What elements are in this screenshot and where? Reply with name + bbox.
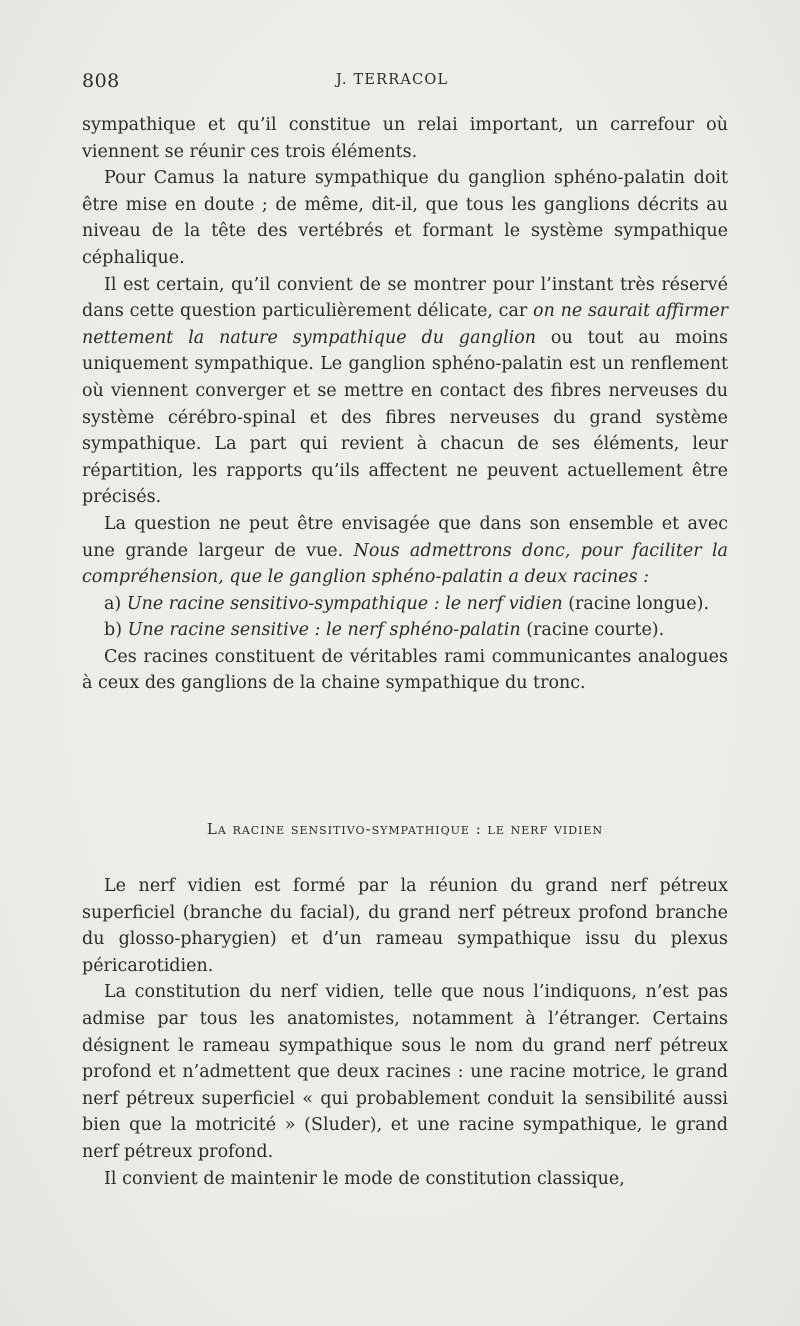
paragraph	[82, 272, 728, 511]
list-item	[82, 617, 728, 644]
body-text-2	[82, 873, 728, 1192]
section-title: La racine sensitivo-sympathique : le nerf vidien	[206, 820, 604, 838]
emphasis-text: Nous admettrons donc, pour faciliter la compréhension, que le ganglion sphéno-palatin a deux racines :	[82, 540, 728, 588]
paragraph: Il convient de maintenir le mode de constitution classique,	[104, 1168, 625, 1189]
paragraph-text: (racine longue).	[562, 593, 710, 614]
paragraph-text: La question ne peut être envisagée que dans son ensemble et avec une grande largeur de vue.	[82, 513, 728, 561]
paragraph: La constitution du nerf vidien, telle que nous l’indiquons, n’est pas admise par tous les anatomistes, notamment à l’étranger. Certains désignent le rameau sympathique sous le nom du grand nerf pétreux profond et n’admettent que deux racines : une racine motrice, le grand nerf pétreux superficiel « qui probablement conduit la sensibilité aussi bien que la motricité » (Sluder), et une racine sympathique, le grand nerf pétreux profond.	[82, 982, 728, 1162]
running-head: J. TERRACOL	[336, 72, 449, 88]
paragraph-text: Il est certain, qu’il convient de se montrer pour l’instant très réservé dans cette question particulièrement délicate, car	[82, 274, 728, 322]
paragraph: sympathique et qu’il constitue un relai important, un carrefour où viennent se réunir ces trois éléments.	[82, 115, 728, 162]
body-text	[82, 112, 728, 697]
list-label: a)	[104, 593, 127, 614]
emphasis-text: Une racine sensitive : le nerf sphéno-palatin	[127, 620, 521, 641]
emphasis-text: on ne saurait affirmer nettement la nature sympathique du ganglion	[82, 301, 728, 348]
paragraph: Le nerf vidien est formé par la réunion du grand nerf pétreux superficiel (branche du facial), du grand nerf pétreux profond branche du glosso-pharygien) et d’un rameau sympathique issu du plexus péricarotidien.	[82, 876, 728, 976]
list-label: b)	[104, 620, 128, 641]
paragraph: Ces racines constituent de véritables rami communicantes analogues à ceux des ganglions de la chaine sympathique du tronc.	[82, 646, 728, 694]
list-item	[82, 591, 728, 618]
paragraph	[82, 511, 728, 591]
page-number: 808	[82, 70, 120, 92]
emphasis-text: Une racine sensitivo-sympathique : le nerf vidien	[126, 593, 563, 614]
paragraph-text: ou tout au moins uniquement sympathique. Le ganglion sphéno-palatin est un renflement où viennent converger et se mettre en contact des fibres nerveuses du système cérébro-spinal et des fibres nerveuses du grand système sympathique. La part qui revient à chacun de ses éléments, leur répartition, les rapports qu’ils affectent ne peuvent actuellement être précisés.	[82, 327, 728, 508]
paragraph: Pour Camus la nature sympathique du ganglion sphéno-palatin doit être mise en doute ; de même, dit-il, que tous les ganglions décrits au niveau de la tête des vertébrés et formant le système sympathique céphalique.	[82, 168, 728, 268]
section-heading	[82, 820, 728, 838]
paragraph-text: (racine courte).	[520, 620, 665, 641]
